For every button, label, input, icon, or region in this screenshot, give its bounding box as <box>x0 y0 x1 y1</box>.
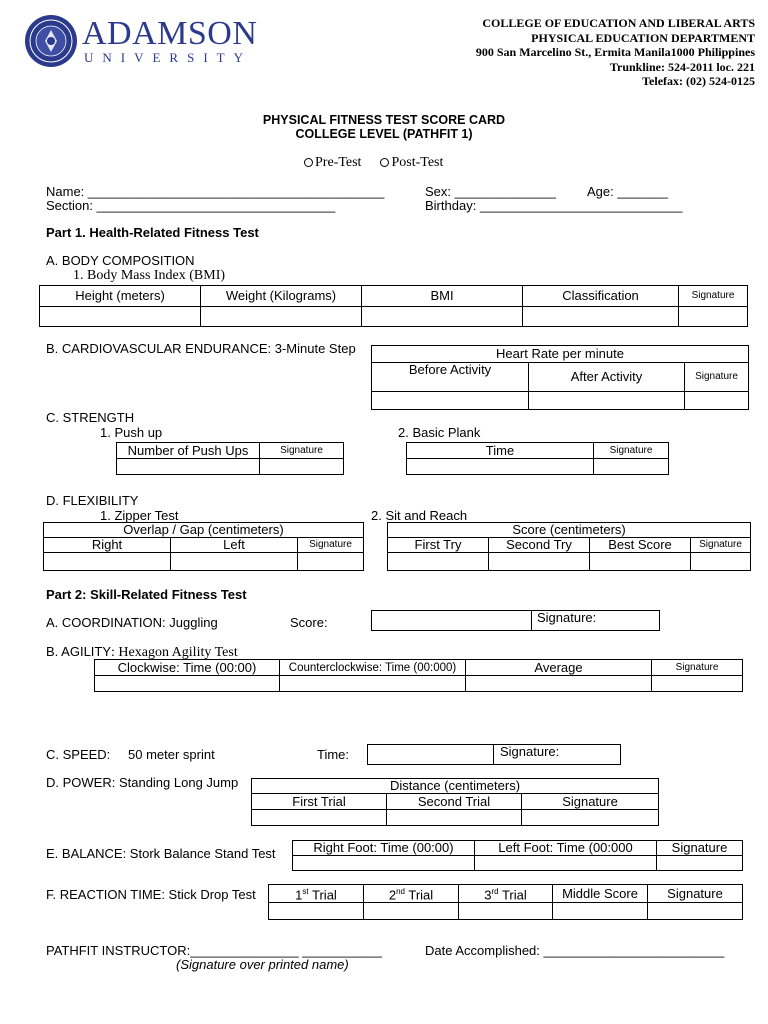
instructor-field[interactable]: PATHFIT INSTRUCTOR:_______________ ___________ <box>46 943 382 958</box>
test-type-options <box>304 155 443 171</box>
balance-left-cell[interactable] <box>475 856 657 871</box>
sit-best-cell[interactable] <box>590 553 691 571</box>
zipper-header-signature: Signature <box>298 538 364 553</box>
bmi-value-cell[interactable] <box>362 307 523 327</box>
strength-label: C. STRENGTH <box>46 410 135 425</box>
zipper-header-left: Left <box>171 538 298 553</box>
birthday-field[interactable]: Birthday: ____________________________ <box>425 198 683 213</box>
speed-time-cell[interactable] <box>368 745 494 765</box>
bmi-signature-cell[interactable] <box>679 307 748 327</box>
trial-suffix: nd <box>396 887 405 896</box>
college-name: COLLEGE OF EDUCATION AND LIBERAL ARTS <box>482 16 755 30</box>
speed-label: C. SPEED: <box>46 747 111 762</box>
bmi-height-cell[interactable] <box>40 307 201 327</box>
sex-field[interactable]: Sex: ______________ <box>425 184 556 199</box>
trunkline: Trunkline: 524-2011 loc. 221 <box>609 59 755 74</box>
body-composition-label: A. BODY COMPOSITION <box>46 253 195 268</box>
seal-icon <box>24 14 78 68</box>
reaction-table <box>268 884 743 920</box>
trial-word: Trial <box>498 887 527 903</box>
reaction-header-second <box>364 885 459 903</box>
sit-first-cell[interactable] <box>388 553 489 571</box>
speed-table <box>367 744 621 765</box>
section-field[interactable]: Section: _________________________________ <box>46 198 336 213</box>
sit-reach-table <box>387 522 751 571</box>
power-group-header: Distance (centimeters) <box>252 779 659 794</box>
trial-number: 1 <box>295 887 303 903</box>
agility-table <box>94 659 743 692</box>
balance-signature-cell[interactable] <box>657 856 743 871</box>
bmi-header-classification: Classification <box>523 286 679 307</box>
power-second-cell[interactable] <box>387 810 522 826</box>
reaction-third-cell[interactable] <box>459 903 553 920</box>
power-label: D. POWER: Standing Long Jump <box>46 775 239 790</box>
trial-number: 3 <box>484 887 492 903</box>
speed-test-label: 50 meter sprint <box>128 747 215 762</box>
brand-subname: UNIVERSITY <box>84 50 252 65</box>
bmi-title: 1. Body Mass Index (BMI) <box>73 268 226 283</box>
reaction-header-signature: Signature <box>648 885 743 903</box>
coordination-signature-label[interactable]: Signature: <box>532 611 660 631</box>
age-field[interactable]: Age: _______ <box>587 184 668 199</box>
plank-header-time: Time <box>407 443 594 459</box>
posttest-option[interactable] <box>380 155 443 170</box>
bmi-classification-cell[interactable] <box>523 307 679 327</box>
heart-rate-title: Heart Rate per minute <box>372 346 749 363</box>
reaction-header-first <box>269 885 364 903</box>
coordination-score-cell[interactable] <box>372 611 532 631</box>
pushup-title: 1. Push up <box>100 425 163 440</box>
sit-reach-title: 2. Sit and Reach <box>371 508 468 523</box>
reaction-first-cell[interactable] <box>269 903 364 920</box>
header-address-block <box>476 16 755 89</box>
hr-signature-header: Signature <box>685 363 749 392</box>
balance-header-left: Left Foot: Time (00:000 <box>475 841 657 856</box>
form-title: PHYSICAL FITNESS TEST SCORE CARD <box>262 113 506 127</box>
trial-word: Trial <box>404 887 434 903</box>
radio-icon[interactable] <box>380 158 389 167</box>
power-signature-cell[interactable] <box>522 810 659 826</box>
reaction-signature-cell[interactable] <box>648 903 743 920</box>
agility-clockwise-cell[interactable] <box>95 676 280 692</box>
agility-label-test: : Hexagon Agility Test <box>111 645 238 660</box>
pushup-signature-cell[interactable] <box>260 459 344 475</box>
name-field[interactable]: Name: _________________________________________ <box>46 184 385 199</box>
bmi-header-signature: Signature <box>679 286 748 307</box>
zipper-title: 1. Zipper Test <box>100 508 179 523</box>
trial-suffix: st <box>302 887 309 896</box>
trial-suffix: rd <box>491 887 499 896</box>
hr-after-header: After Activity <box>529 363 685 392</box>
trial-number: 2 <box>388 887 397 903</box>
pretest-label: Pre-Test <box>315 155 362 170</box>
trial-word: Trial <box>308 887 337 903</box>
zipper-left-cell[interactable] <box>171 553 298 571</box>
plank-title: 2. Basic Plank <box>398 425 481 440</box>
zipper-signature-cell[interactable] <box>298 553 364 571</box>
sit-header-best: Best Score <box>590 538 691 553</box>
power-header-first: First Trial <box>252 794 387 810</box>
bmi-header-height: Height (meters) <box>40 286 201 307</box>
sit-header-signature: Signature <box>691 538 751 553</box>
pushup-header-signature: Signature <box>260 443 344 459</box>
hr-before-header: Before Activity <box>372 363 529 392</box>
reaction-second-cell[interactable] <box>364 903 459 920</box>
university-logo <box>24 14 264 70</box>
sit-second-cell[interactable] <box>489 553 590 571</box>
agility-label-prefix: B. AGILITY <box>46 644 112 659</box>
pushup-count-cell[interactable] <box>117 459 260 475</box>
sit-signature-cell[interactable] <box>691 553 751 571</box>
hr-before-cell[interactable] <box>372 392 529 410</box>
reaction-header-third <box>459 885 553 903</box>
power-table <box>251 778 659 826</box>
power-header-signature: Signature <box>522 794 659 810</box>
agility-average-cell[interactable] <box>466 676 652 692</box>
plank-table <box>406 442 669 475</box>
brand-name: ADAMSON <box>82 15 258 52</box>
plank-signature-cell[interactable] <box>594 459 669 475</box>
address: 900 San Marcelino St., Ermita Manila1000 Philippines <box>475 45 755 59</box>
date-field[interactable]: Date Accomplished: _________________________ <box>425 943 725 958</box>
pretest-option[interactable] <box>304 155 361 170</box>
agility-header-clockwise: Clockwise: Time (00:00) <box>95 660 280 676</box>
zipper-table <box>43 522 364 571</box>
radio-icon[interactable] <box>304 158 313 167</box>
flexibility-label: D. FLEXIBILITY <box>46 493 139 508</box>
telefax: Telefax: (02) 524-0125 <box>642 74 755 88</box>
plank-time-cell[interactable] <box>407 459 594 475</box>
reaction-header-middle: Middle Score <box>553 885 648 903</box>
agility-header-average: Average <box>466 660 652 676</box>
balance-header-signature: Signature <box>657 841 743 856</box>
pushup-header-count: Number of Push Ups <box>117 443 260 459</box>
posttest-label: Post-Test <box>391 155 444 170</box>
speed-signature-label[interactable]: Signature: <box>494 745 621 765</box>
form-subtitle: COLLEGE LEVEL (PATHFIT 1) <box>295 127 473 141</box>
heart-rate-table <box>371 345 749 410</box>
balance-header-right: Right Foot: Time (00:00) <box>293 841 475 856</box>
reaction-label: F. REACTION TIME: Stick Drop Test <box>46 887 256 902</box>
coordination-score-label: Score: <box>290 615 328 630</box>
bmi-table <box>39 285 748 327</box>
agility-signature-cell[interactable] <box>652 676 743 692</box>
pushup-table <box>116 442 344 475</box>
zipper-header-right: Right <box>44 538 171 553</box>
instructor-note: (Signature over printed name) <box>176 957 349 972</box>
coordination-label: A. COORDINATION: Juggling <box>46 615 218 630</box>
sit-header-first: First Try <box>388 538 489 553</box>
power-header-second: Second Trial <box>387 794 522 810</box>
hr-signature-cell[interactable] <box>685 392 749 410</box>
zipper-right-cell[interactable] <box>44 553 171 571</box>
bmi-weight-cell[interactable] <box>201 307 362 327</box>
bmi-header-bmi: BMI <box>362 286 523 307</box>
balance-table <box>292 840 743 871</box>
department-name: PHYSICAL EDUCATION DEPARTMENT <box>531 30 755 45</box>
hr-after-cell[interactable] <box>529 392 685 410</box>
coordination-table <box>371 610 660 631</box>
plank-header-signature: Signature <box>594 443 669 459</box>
balance-label: E. BALANCE: Stork Balance Stand Test <box>46 846 276 861</box>
sit-header-second: Second Try <box>489 538 590 553</box>
speed-time-label: Time: <box>317 747 350 762</box>
cardio-label: B. CARDIOVASCULAR ENDURANCE: 3-Minute Step <box>46 341 356 356</box>
reaction-middle-cell[interactable] <box>553 903 648 920</box>
power-first-cell[interactable] <box>252 810 387 826</box>
agility-counterclockwise-cell[interactable] <box>280 676 466 692</box>
part1-heading: Part 1. Health-Related Fitness Test <box>46 225 259 240</box>
sit-reach-group-header: Score (centimeters) <box>388 523 751 538</box>
bmi-header-weight: Weight (Kilograms) <box>201 286 362 307</box>
part2-heading: Part 2: Skill-Related Fitness Test <box>46 587 247 602</box>
zipper-group-header: Overlap / Gap (centimeters) <box>44 523 364 538</box>
balance-right-cell[interactable] <box>293 856 475 871</box>
agility-header-signature: Signature <box>652 660 743 676</box>
agility-header-counterclockwise: Counterclockwise: Time (00:000) <box>280 660 466 676</box>
